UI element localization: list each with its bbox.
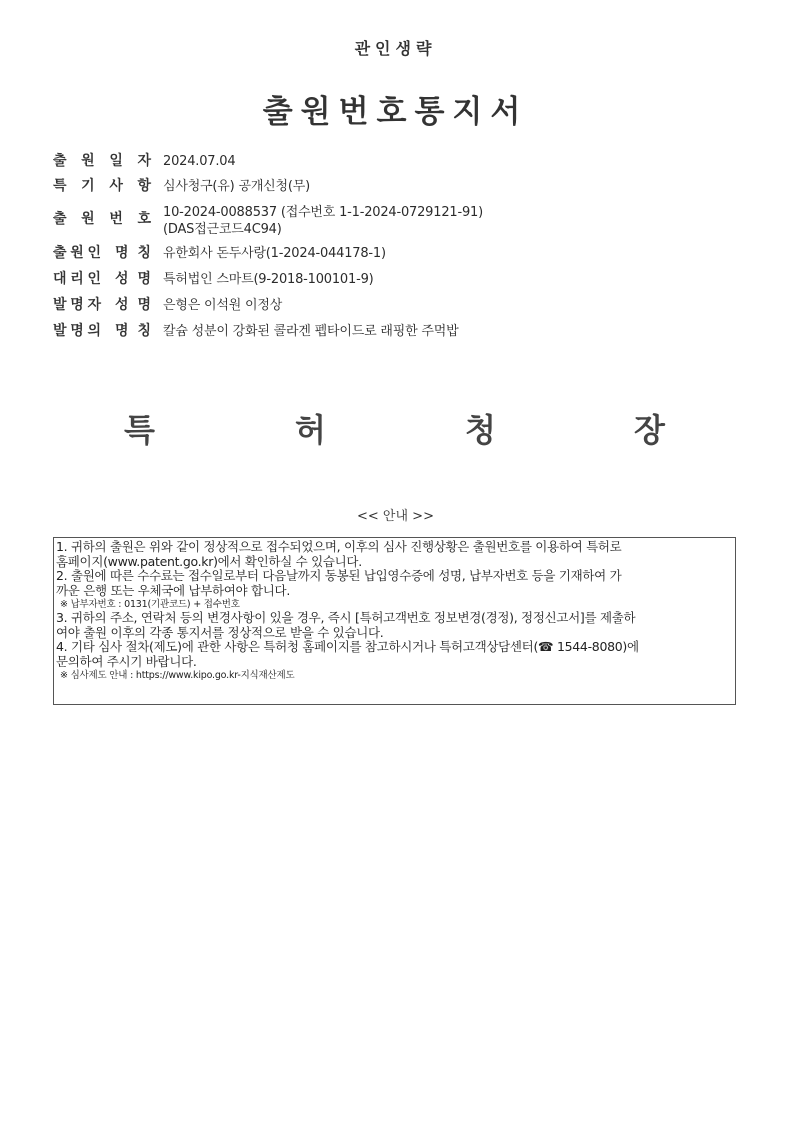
field-special-notes [53, 177, 753, 196]
field-value: 2024.07.04 [163, 154, 236, 169]
field-agent-name [53, 270, 753, 289]
field-label: 발 명 자 성 명 [53, 297, 151, 313]
notice-line: 홈페이지(www.patent.go.kr)에서 확인하실 수 있습니다. [56, 553, 362, 569]
office-char: 장 [634, 411, 665, 449]
office-char: 허 [295, 411, 326, 449]
das-access-code: (DAS접근코드4C94) [163, 222, 282, 237]
notice-box [53, 537, 736, 705]
notice-line: 여야 출원 이후의 각종 통지서를 정상적으로 받을 수 있습니다. [56, 624, 384, 640]
payer-number-note: ※ 납부자번호 : 0131(기관코드) + 접수번호 [60, 599, 240, 610]
notice-line: 1. 귀하의 출원은 위와 같이 정상적으로 접수되었으며, 이후의 심사 진행상황은 출원번호를 이용하여 특허로 [56, 539, 622, 554]
document-subtitle: 관인생략 [354, 39, 437, 58]
field-value [163, 204, 483, 238]
field-label: 특 기 사 항 [53, 178, 151, 194]
document-title: 출원번호통지서 [262, 94, 529, 130]
application-number: 10-2024-0088537 (접수번호 1-1-2024-0729121-91) [163, 205, 483, 220]
field-applicant-name [53, 244, 753, 263]
notice-line: 4. 기타 심사 절차(제도)에 관한 사항은 특허청 홈페이지를 참고하시거나 특허고객상담센터(☎ 1544-8080)에 [56, 639, 639, 654]
field-value: 특허법인 스마트(9-2018-100101-9) [163, 272, 374, 287]
office-char: 특 [124, 411, 155, 449]
notice-line: 2. 출원에 따른 수수료는 접수일로부터 다음날까지 동봉된 납입영수증에 성명, 납부자번호 등을 기재하여 가 [56, 568, 622, 583]
field-value: 유한회사 돈두사랑(1-2024-044178-1) [163, 246, 386, 261]
field-value: 은형은 이석원 이정상 [163, 298, 283, 313]
field-label: 대 리 인 성 명 [53, 271, 151, 287]
notice-line: 까운 은행 또는 우체국에 납부하여야 합니다. [56, 582, 290, 598]
field-invention-title [53, 322, 753, 341]
field-value: 심사청구(유) 공개신청(무) [163, 179, 310, 194]
field-inventor-names [53, 296, 753, 315]
notice-line: 문의하여 주시기 바랍니다. [56, 653, 197, 669]
office-char: 청 [465, 411, 496, 449]
field-filing-date [53, 152, 753, 171]
field-application-number [53, 204, 753, 238]
issuing-office-signature [0, 405, 791, 449]
field-label: 출 원 인 명 칭 [53, 245, 151, 261]
examination-guide-link[interactable]: ※ 심사제도 안내 : https://www.kipo.go.kr-지식재산제도 [60, 670, 295, 681]
field-label: 발 명 의 명 칭 [53, 323, 151, 339]
notice-line: 3. 귀하의 주소, 연락처 등의 변경사항이 있을 경우, 즉시 [특허고객번호 정보변경(경정), 정정신고서]를 제출하 [56, 610, 636, 625]
notice-heading: << 안내 >> [357, 509, 434, 524]
field-label: 출 원 번 호 [53, 211, 151, 227]
field-label: 출 원 일 자 [53, 153, 151, 169]
field-value: 칼슘 성분이 강화된 콜라겐 펩타이드로 래핑한 주먹밥 [163, 324, 459, 339]
